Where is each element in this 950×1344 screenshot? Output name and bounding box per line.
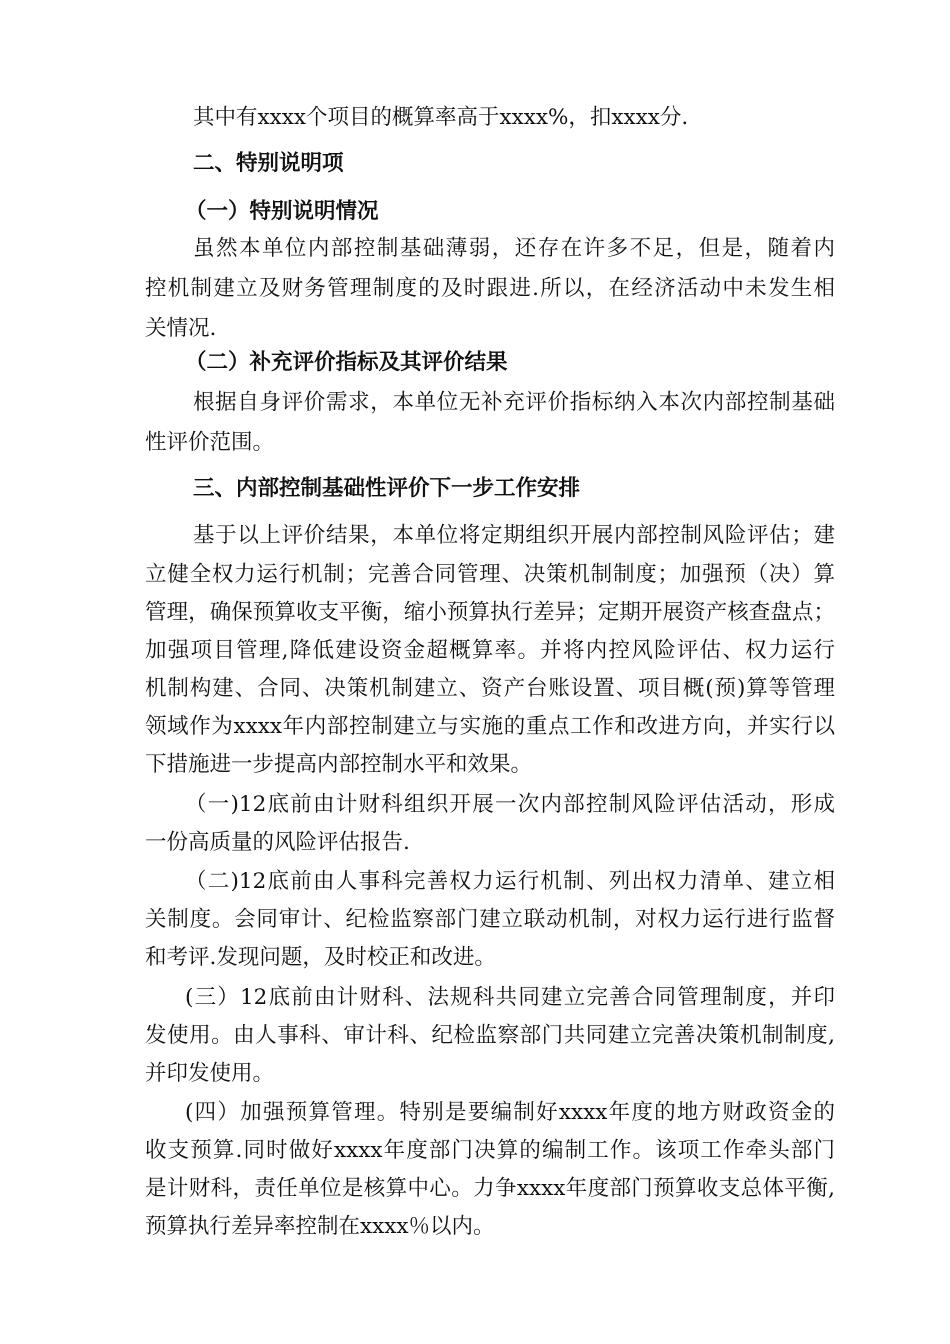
body-text-line: 下措施进一步提高内部控制水平和效果。 [145,752,533,777]
section-heading: （二）补充评价指标及其评价结果 [185,350,508,375]
body-text-line: 和考评.发现问题，及时校正和改进。 [145,945,496,970]
body-text-line: 收支预算.同时做好xxxx年度部门决算的编制工作。该项工作牵头部门 [145,1138,835,1163]
body-text-line: 根据自身评价需求，本单位无补充评价指标纳入本次内部控制基础 [193,390,835,415]
body-text-line: 虽然本单位内部控制基础薄弱，还存在许多不足，但是，随着内 [193,236,835,261]
body-text-line: 并印发使用。 [145,1061,275,1086]
body-text-line: 加强项目管理,降低建设资金超概算率。并将内控风险评估、权力运行 [145,638,835,663]
body-text-line: 机制构建、合同、决策机制建立、资产台账设置、项目概(预)算等管理 [145,676,835,701]
body-text-line: 关制度。会同审计、纪检监察部门建立联动机制，对权力运行进行监督 [145,907,835,932]
section-heading: 三、内部控制基础性评价下一步工作安排 [193,476,581,501]
body-text-line: 预算执行差异率控制在xxxx％以内。 [145,1214,495,1239]
body-text-line: 一份高质量的风险评估报告. [145,830,410,855]
body-text-line: （一)12底前由计财科组织开展一次内部控制风险评估活动，形成 [185,792,835,817]
body-text-line: 立健全权力运行机制；完善合同管理、决策机制制度；加强预（决）算 [145,562,835,587]
body-text-line: （二)12底前由人事科完善权力运行机制、列出权力清单、建立相 [185,869,835,894]
body-text-line: 性评价范围。 [145,430,275,455]
body-text-line: 发使用。由人事科、审计科、纪检监察部门共同建立完善决策机制制度, [145,1023,835,1048]
body-text-line: 管理，确保预算收支平衡，缩小预算执行差异；定期开展资产核查盘点； [145,600,835,625]
section-heading: 二、特别说明项 [193,151,344,176]
body-text-line: 关情况. [145,316,217,341]
body-text-line: (四）加强预算管理。特别是要编制好xxxx年度的地方财政资金的 [185,1100,835,1125]
section-heading: （一）特别说明情况 [185,199,379,224]
body-text-line: 其中有xxxx个项目的概算率高于xxxx%，扣xxxx分. [193,105,689,130]
body-text-line: 领域作为xxxx年内部控制建立与实施的重点工作和改进方向，并实行以 [145,714,835,739]
body-text-line: 是计财科，责任单位是核算中心。力争xxxx年度部门预算收支总体平衡, [145,1176,835,1201]
body-text-line: 控机制建立及财务管理制度的及时跟进.所以，在经济活动中未发生相 [145,276,835,301]
body-text-line: (三）12底前由计财科、法规科共同建立完善合同管理制度，并印 [185,985,835,1010]
body-text-line: 基于以上评价结果，本单位将定期组织开展内部控制风险评估；建 [193,523,835,548]
